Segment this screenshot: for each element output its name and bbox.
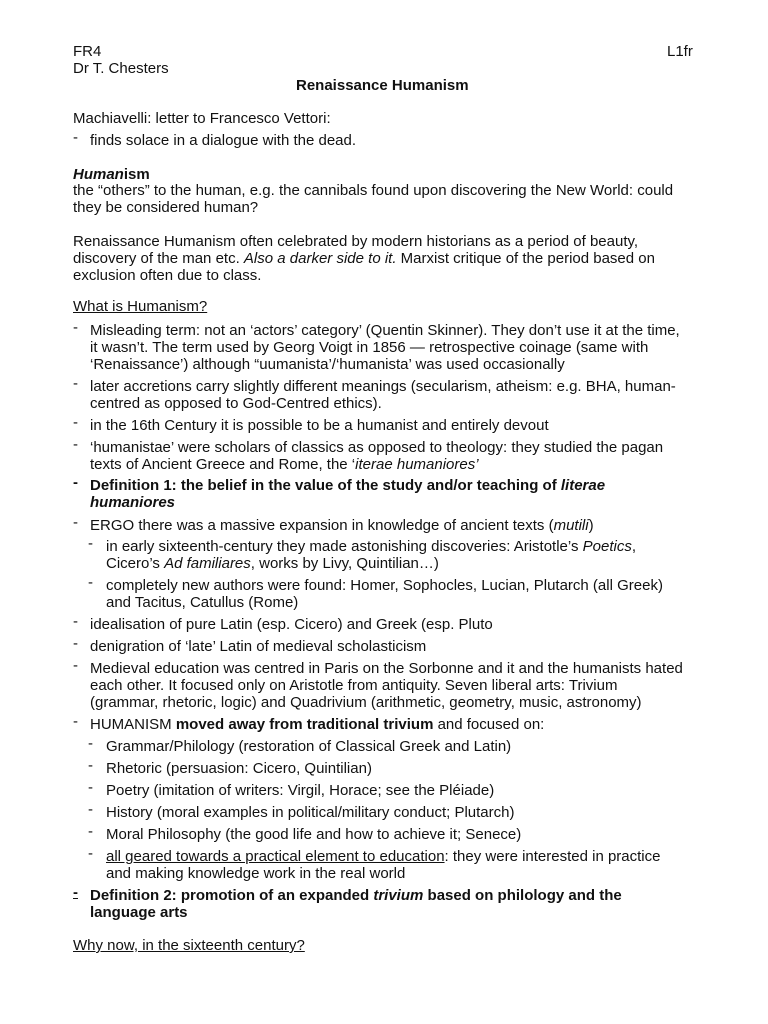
- bullet-dash: -: [73, 884, 78, 901]
- sub-bullet-new-authors: completely new authors were found: Homer, Sophocles, Lucian, Plutarch (all Greek) and Tacitus, Catullus (Rome): [106, 577, 663, 611]
- definition-2-text: Definition 2: promotion of an expanded: [90, 887, 374, 904]
- course-code: FR4: [73, 43, 102, 60]
- sub-bullet-dash: -: [88, 757, 93, 774]
- sub-bullet-moral-philosophy: Moral Philosophy (the good life and how to achieve it; Senece): [106, 826, 522, 843]
- bullet-16th-century: in the 16th Century it is possible to be a humanist and entirely devout: [90, 417, 549, 434]
- ergo-text: ERGO there was a massive expansion in knowledge of ancient texts (: [90, 517, 554, 534]
- definition-2-rest: based on philology and the language arts: [90, 887, 622, 921]
- humanistae-italic: iterae humaniores’: [355, 456, 479, 473]
- sub-bullet-dash: -: [88, 845, 93, 862]
- bullet-dash: -: [73, 375, 78, 392]
- sub-bullet-dash: -: [88, 823, 93, 840]
- humanism-heading-italic: Human: [73, 166, 124, 183]
- bullet-dash: -: [73, 436, 78, 453]
- sub-bullet-rhetoric: Rhetoric (persuasion: Cicero, Quintilian): [106, 760, 372, 777]
- definition-1-italic: literae humaniores: [90, 477, 606, 511]
- sub-bullet-dash: -: [88, 535, 93, 552]
- bullet-dash: -: [73, 613, 78, 630]
- bullet-misleading-term: Misleading term: not an ‘actors’ category’ (Quentin Skinner). They don’t use it at the time, it wasn’t. The term used by Georg Voigt in 1856 — retrospective coinage (same with ‘Renaissance’) although “uumanista’/‘humanista’ was used occasionally: [90, 322, 680, 373]
- discoveries-poetics: Poetics: [582, 538, 632, 555]
- sub-bullet-history: History (moral examples in political/military conduct; Plutarch): [106, 804, 515, 821]
- bullet-later-accretions: later accretions carry slightly different meanings (secularism, atheism: e.g. BHA, human-centred as opposed to God-Centred ethics).: [90, 378, 676, 412]
- definition-1-text: Definition 1: the belief in the value of the study and/or teaching of: [90, 477, 561, 494]
- sub-bullet-practical: [106, 848, 686, 882]
- renaissance-text-c: Marxist critique of the period based on exclusion often due to class.: [73, 250, 655, 284]
- sub-bullet-dash: -: [88, 801, 93, 818]
- bullet-dash: -: [73, 514, 78, 531]
- ergo-italic: mutili: [553, 517, 589, 534]
- definition-1: [90, 477, 650, 511]
- bullet-dash: -: [73, 414, 78, 431]
- humanism-moved-c: and focused on:: [433, 716, 545, 733]
- renaissance-text-a: Renaissance Humanism often celebrated by modern historians as a period of beauty, discovery of the man etc.: [73, 233, 639, 267]
- sub-bullet-discoveries: [106, 538, 676, 572]
- sub-bullet-grammar: Grammar/Philology (restoration of Classical Greek and Latin): [106, 738, 512, 755]
- bullet-dash: -: [73, 129, 78, 146]
- humanistae-text: ‘humanistae’ were scholars of classics as opposed to theology: they studied the pagan texts of Ancient Greece and Rome, the ‘: [90, 439, 664, 473]
- bullet-dash: -: [73, 319, 78, 336]
- page-title: Renaissance Humanism: [296, 77, 469, 94]
- bullet-idealisation: idealisation of pure Latin (esp. Cicero) and Greek (esp. Pluto: [90, 616, 493, 633]
- ergo-close: ): [588, 517, 594, 534]
- bullet-ergo: [90, 517, 710, 534]
- bullet-humanistae: [90, 439, 694, 473]
- bullet-dash: -: [73, 657, 78, 674]
- discoveries-c: , Cicero’s: [106, 538, 636, 572]
- bullet-dash: -: [73, 635, 78, 652]
- bullet-humanism-moved: [90, 716, 710, 733]
- bullet-medieval-education: Medieval education was centred in Paris on the Sorbonne and it and the humanists hated each other. It focused only on Aristotle from antiquity. Seven liberal arts: Trivium (grammar, rhetoric, logic) and Quadrivium (arithmetic, geometry, music, astronomy): [90, 660, 683, 711]
- renaissance-text-b: Also a darker side to it.: [243, 250, 397, 267]
- author: Dr T. Chesters: [73, 60, 169, 77]
- why-heading: Why now, in the sixteenth century?: [73, 937, 305, 954]
- sub-bullet-poetry: Poetry (imitation of writers: Virgil, Horace; see the Pléiade): [106, 782, 495, 799]
- practical-rest: : they were interested in practice and making knowledge work in the real world: [106, 848, 661, 882]
- letter-item: finds solace in a dialogue with the dead.: [90, 132, 357, 149]
- bullet-dash: -: [73, 474, 78, 491]
- definition-2-italic: trivium: [373, 887, 424, 904]
- humanism-moved-a: HUMANISM: [90, 716, 176, 733]
- humanism-moved-bold: moved away from traditional trivium: [175, 716, 434, 733]
- definition-2: [90, 887, 660, 921]
- humanism-paragraph: the “others” to the human, e.g. the cannibals found upon discovering the New World: could they be considered human?: [73, 182, 674, 216]
- sub-bullet-dash: -: [88, 735, 93, 752]
- sub-bullet-dash: -: [88, 574, 93, 591]
- sub-bullet-dash: -: [88, 779, 93, 796]
- humanism-heading-rest: ism: [123, 166, 150, 183]
- humanism-heading: [73, 166, 150, 183]
- discoveries-ad-familiares: Ad familiares: [164, 555, 251, 572]
- bullet-dash: -: [73, 713, 78, 730]
- what-heading: What is Humanism?: [73, 298, 208, 315]
- discoveries-e: , works by Livy, Quintilian…): [250, 555, 439, 572]
- lecture-code: L1fr: [667, 43, 693, 60]
- discoveries-a: in early sixteenth-century they made astonishing discoveries: Aristotle’s: [106, 538, 583, 555]
- bullet-denigration: denigration of ‘late’ Latin of medieval scholasticism: [90, 638, 427, 655]
- practical-underlined: all geared towards a practical element to education: [106, 848, 445, 865]
- renaissance-paragraph: [73, 233, 689, 284]
- letter-line: Machiavelli: letter to Francesco Vettori:: [73, 110, 331, 127]
